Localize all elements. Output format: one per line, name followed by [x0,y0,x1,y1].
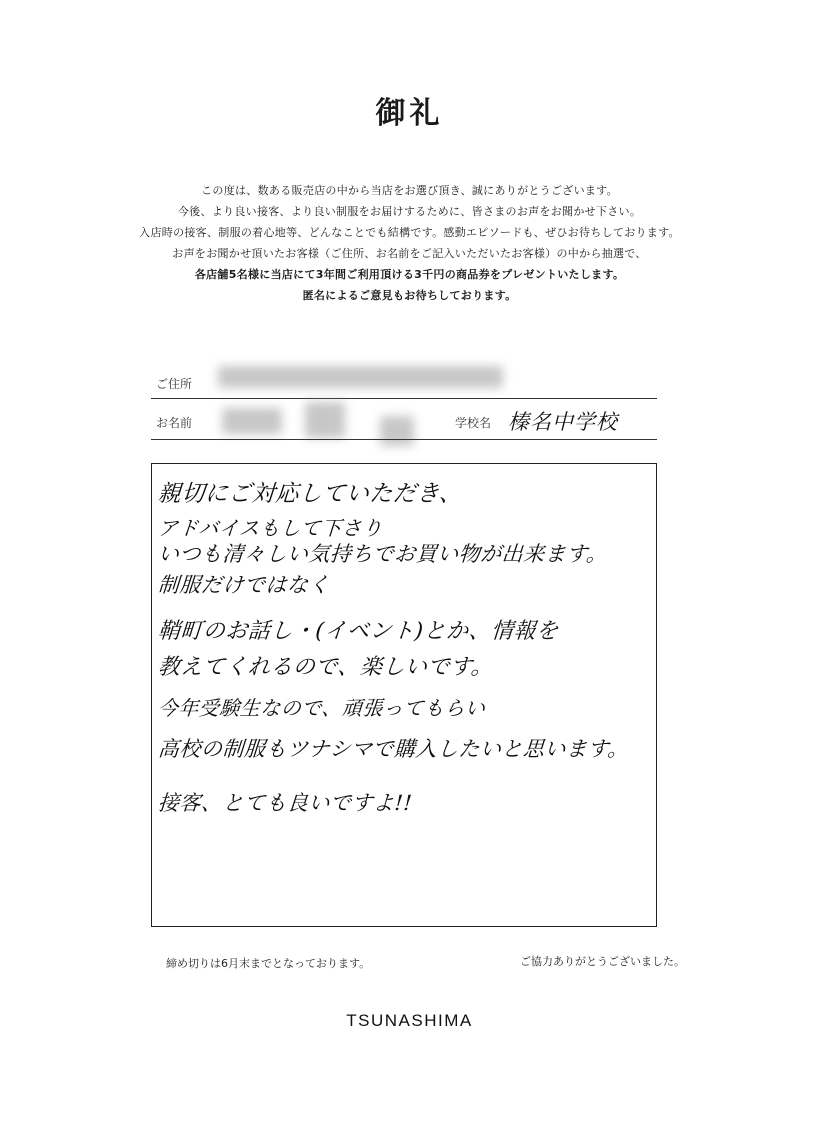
name-redacted [305,402,345,438]
name-label: お名前 [156,416,193,430]
intro-line-prize: 各店舗5名様に当店にて3年間ご利用頂ける3千円の商品券をプレゼントいたします。 [194,268,625,281]
comment-line: 高校の制服もツナシマで購入したいと思います。 [157,737,630,761]
address-underline [151,398,657,399]
intro-line: お声をお聞かせ頂いたお客様（ご住所、お名前をご記入いただいたお客様）の中から抽選で、 [172,247,647,260]
intro-text [60,180,759,306]
page-title: 御礼 [375,96,444,131]
school-name-handwritten: 榛名中学校 [508,410,618,434]
deadline-note: 締め切りは6月末までとなっております。 [166,957,371,970]
intro-line-anonymous: 匿名によるご意見もお待ちしております。 [302,289,517,302]
comment-line: 教えてくれるので、楽しいです。 [156,655,495,680]
thanks-note: ご協力ありがとうございました。 [520,955,685,968]
intro-line: 今後、より良い接客、より良い制服をお届けするために、皆さまのお声をお聞かせ下さい。 [177,205,642,218]
address-redacted [218,366,503,388]
comment-line: 親切にご対応していただき、 [156,481,464,507]
comment-line: 制服だけではなく [157,573,331,597]
intro-line: この度は、数ある販売店の中から当店をお選び頂き、誠にありがとうございます。 [201,184,618,197]
comment-line: 接客、とても良いですよ!! [157,791,414,815]
name-redacted [222,408,282,434]
comment-line: いつも清々しい気持ちでお買い物が出来ます。 [157,542,609,566]
school-label: 学校名 [455,416,492,430]
comment-line: アドバイスもして下さり [157,516,384,540]
address-label: ご住所 [156,377,193,391]
brand-logo: TSUNASHIMA [346,1011,473,1030]
comment-line: 鞘町のお話し・(イベント)とか、情報を [156,619,560,644]
name-underline [151,439,657,440]
name-redacted [380,416,414,446]
comment-line: 今年受験生なので、頑張ってもらい [157,696,487,720]
intro-line: 入店時の接客、制服の着心地等、どんなことでも結構です。感動エピソードも、ぜひお待ちしております。 [139,226,680,239]
